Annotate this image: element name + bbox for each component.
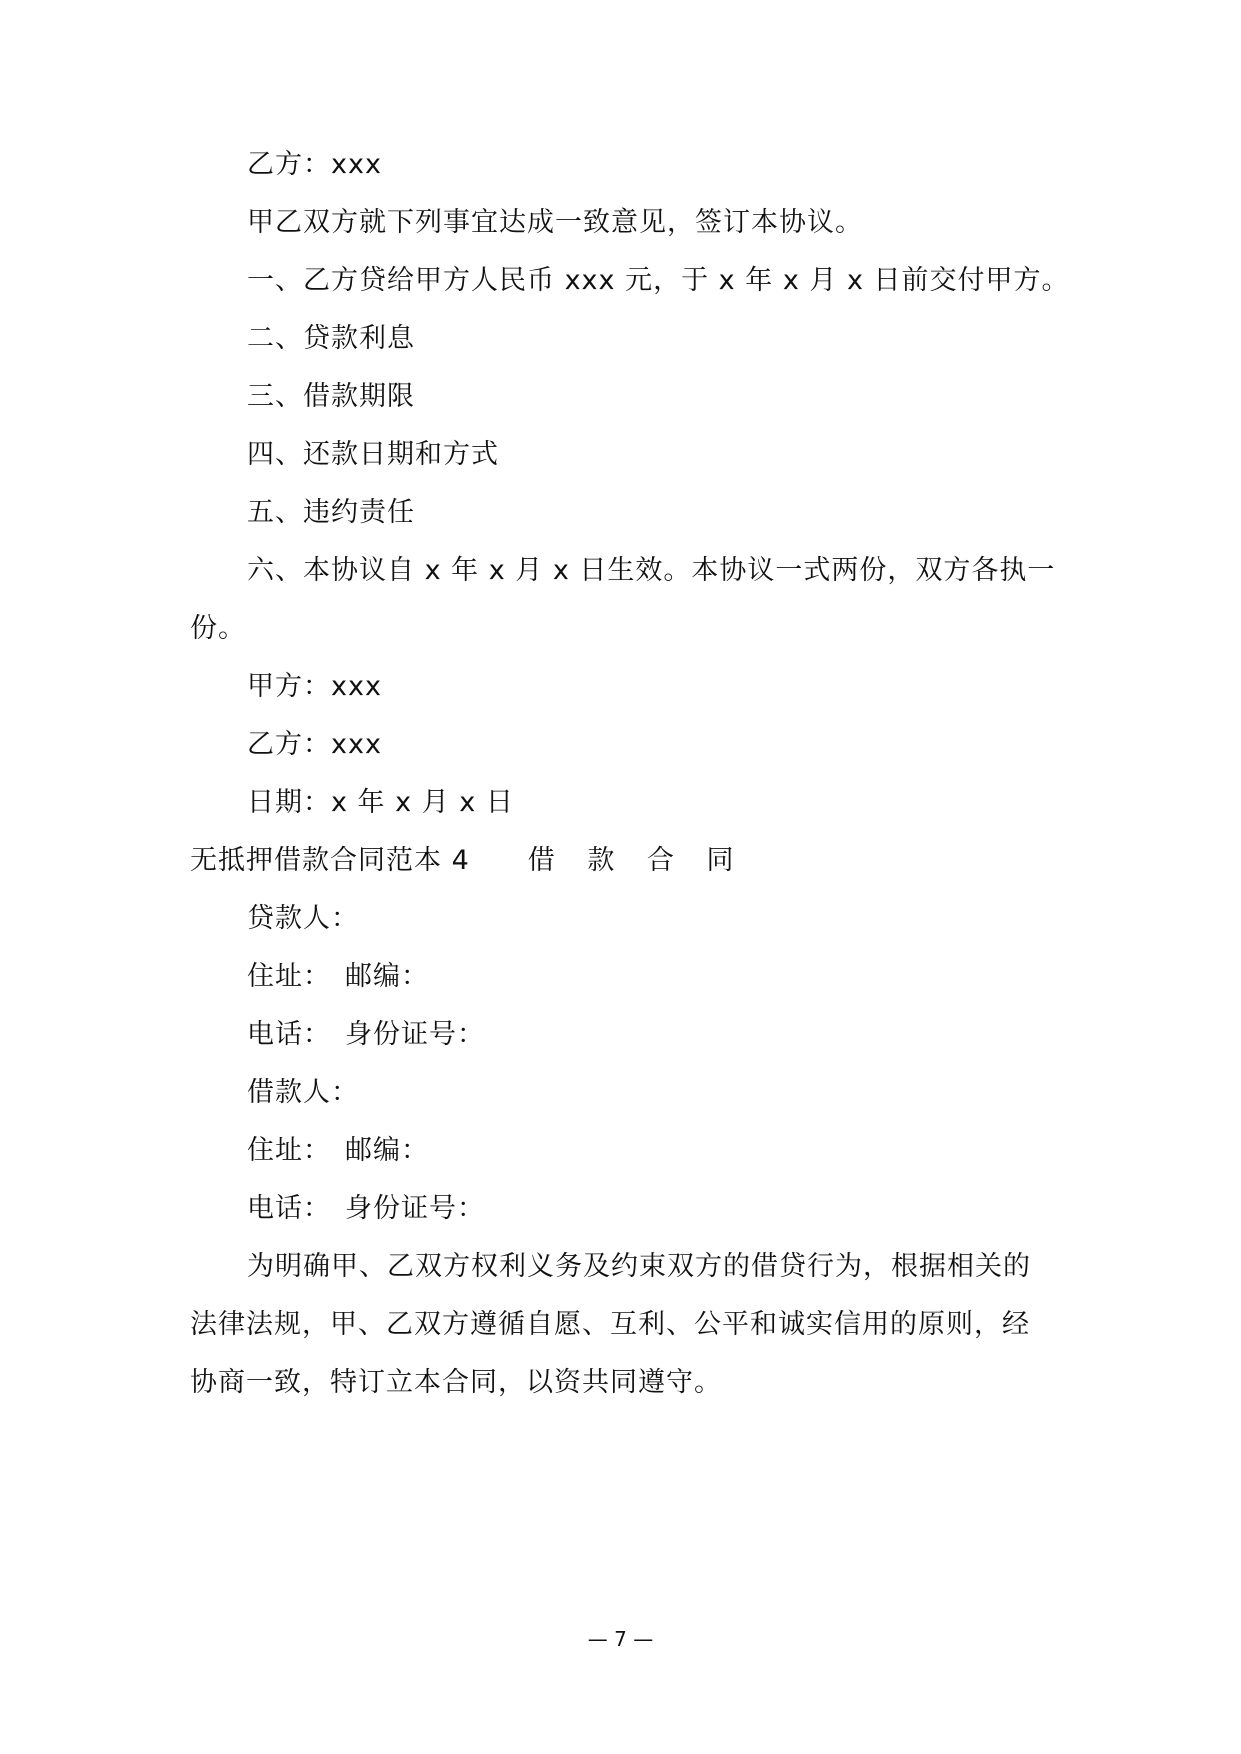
borrower-address-label: 住址： xyxy=(247,1135,331,1166)
borrower-phone-line xyxy=(247,1192,485,1226)
borrower-phone-label: 电话： xyxy=(247,1193,331,1224)
clause-2: 二、贷款利息 xyxy=(247,323,415,354)
clause-1: 一、乙方贷给甲方人民币 xxx 元，于 x 年 x 月 x 日前交付甲方。 xyxy=(247,265,1070,296)
borrower-postcode-label: 邮编： xyxy=(345,1135,429,1166)
contract-4-title-prefix: 无抵押借款合同范本 4 xyxy=(190,845,470,876)
borrower-label: 借款人： xyxy=(247,1077,359,1108)
lender-phone-line xyxy=(247,1018,485,1052)
borrower-address-line xyxy=(247,1134,429,1168)
lender-label: 贷款人： xyxy=(247,903,359,934)
lender-address-label: 住址： xyxy=(247,961,331,992)
agreement-intro: 甲乙双方就下列事宜达成一致意见，签订本协议。 xyxy=(247,207,863,238)
party-b-line-top: 乙方：xxx xyxy=(247,149,382,180)
party-b-signature-line: 乙方：xxx xyxy=(247,729,382,760)
clause-3: 三、借款期限 xyxy=(247,381,415,412)
page-number: — 7 — xyxy=(587,1627,654,1651)
lender-phone-label: 电话： xyxy=(247,1019,331,1050)
clause-5: 五、违约责任 xyxy=(247,497,415,528)
lender-id-label: 身份证号： xyxy=(345,1019,485,1050)
contract-4-title: 借 款 合 同 xyxy=(527,845,746,876)
party-a-signature-line: 甲方：xxx xyxy=(247,671,382,702)
clause-4: 四、还款日期和方式 xyxy=(247,439,499,470)
preamble-line-2: 法律法规，甲、乙双方遵循自愿、互利、公平和诚实信用的原则，经 xyxy=(190,1309,1030,1340)
preamble-line-3: 协商一致，特订立本合同，以资共同遵守。 xyxy=(190,1367,722,1398)
clause-6-line-1: 六、本协议自 x 年 x 月 x 日生效。本协议一式两份，双方各执一 xyxy=(247,555,1056,586)
date-line: 日期：x 年 x 月 x 日 xyxy=(247,787,514,818)
borrower-id-label: 身份证号： xyxy=(345,1193,485,1224)
preamble-line-1: 为明确甲、乙双方权利义务及约束双方的借贷行为，根据相关的 xyxy=(247,1251,1031,1282)
lender-postcode-label: 邮编： xyxy=(345,961,429,992)
clause-6-line-2: 份。 xyxy=(190,613,246,644)
contract-4-title-line xyxy=(190,844,746,878)
lender-address-line xyxy=(247,960,429,994)
